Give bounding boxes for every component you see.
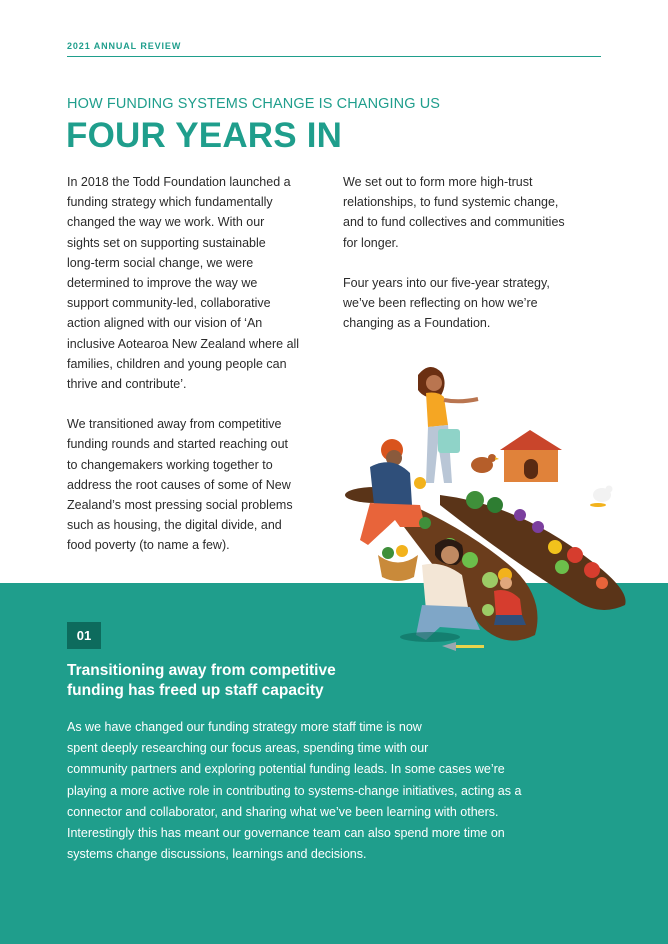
section-number-badge: 01	[67, 622, 101, 649]
running-header: 2021 ANNUAL REVIEW	[67, 41, 182, 51]
paragraph: We set out to form more high-trust relationships, to fund systemic change, and to fund collectives and communities for longer.	[343, 175, 565, 250]
article-title: FOUR YEARS IN	[66, 116, 343, 155]
section-heading: Transitioning away from competitive funding has freed up staff capacity	[67, 662, 336, 699]
header-divider	[67, 56, 601, 57]
paragraph: Four years into our five-year strategy, we’ve been reflecting on how we’re changing as a Foundation.	[343, 275, 550, 331]
woman-with-bucket	[418, 367, 478, 483]
community-garden-illustration	[330, 355, 640, 660]
hen	[471, 454, 499, 473]
paragraph: We transitioned away from competitive funding rounds and started reaching out to changemakers working together to address the root causes of some of New Zealand’s most pressing social problems such as housing, the digital divide, and food poverty (to name a few).	[67, 417, 293, 553]
trowel-icon	[442, 642, 484, 651]
paragraph: In 2018 the Todd Foundation launched a funding strategy which fundamentally changed the way we work. With our sights set on supporting sustainable long-term social change, we were determined to improve the way we support community-led, collaborative action aligned with our vision of ‘An inclusive Aotearoa New Zealand where all families, children and young people can thrive and contribute’.	[67, 175, 300, 392]
section-body: As we have changed our funding strategy more staff time is now spent deeply researching our focus areas, spending time with our community partners and exploring potential funding leads. In some cases we’re playing a more active role in contributing to systems-change initiatives, acting as a connector and collaborator, and sharing what we’ve been learning with others. Interestingly this has meant our governance team can also spend more time on systems change discussions, learnings and decisions.	[67, 720, 522, 862]
left-text-column	[67, 172, 329, 556]
hen	[590, 486, 613, 508]
kneeling-man	[360, 439, 426, 581]
chicken-coop	[500, 430, 562, 482]
right-text-column	[343, 172, 605, 333]
article-subtitle: HOW FUNDING SYSTEMS CHANGE IS CHANGING US	[67, 96, 441, 112]
